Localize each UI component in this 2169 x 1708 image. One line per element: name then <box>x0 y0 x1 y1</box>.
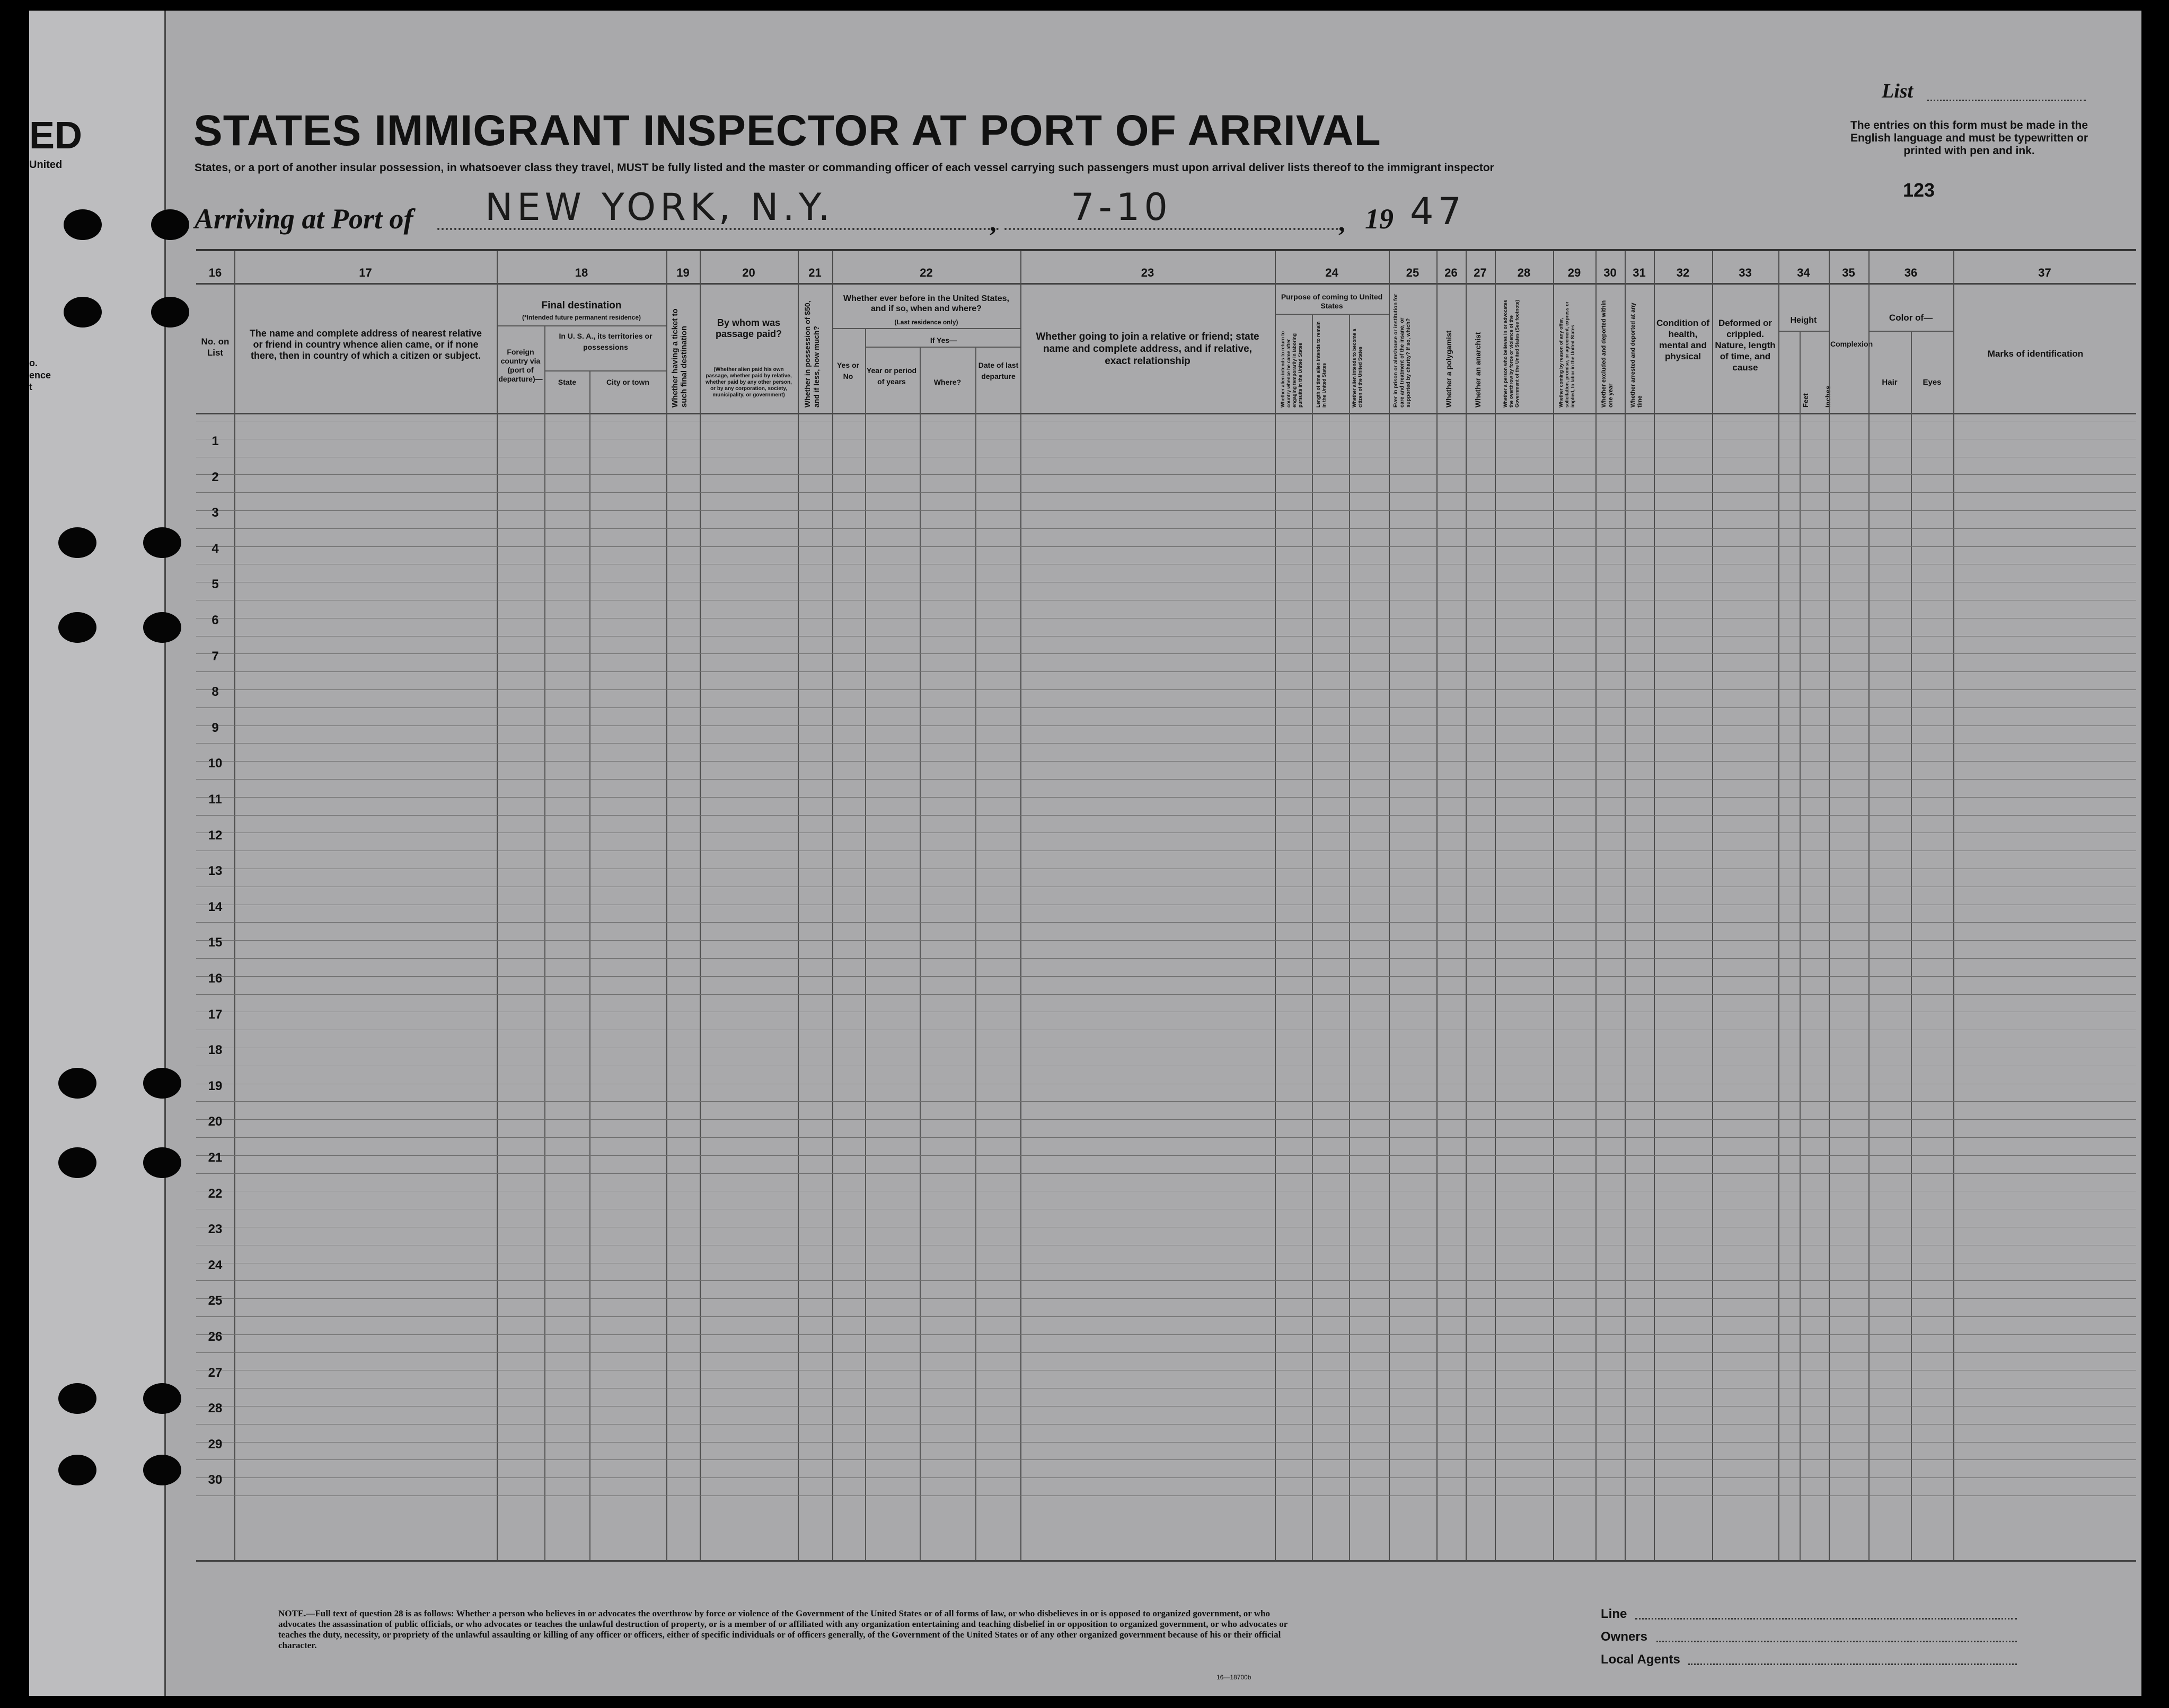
row-rule <box>196 1137 2136 1138</box>
col-rule <box>1829 251 1830 1560</box>
col-rule <box>1778 251 1779 1560</box>
form-subtitle: States, or a port of another insular possession, in whatsoever class they travel, MUST be fully listed and the master or commanding officer of each vessel carrying such passengers must upon arrival deliver lists thereof to the immigrant inspector <box>195 162 1494 174</box>
col-rule <box>1868 251 1870 1560</box>
col-head-state: State <box>558 378 577 386</box>
punch-hole <box>64 297 102 328</box>
punch-hole <box>151 297 189 328</box>
row-rule <box>196 779 2136 780</box>
col-head-no-on-list: No. on List <box>201 337 230 358</box>
row-rule <box>196 528 2136 529</box>
row-rule <box>196 1495 2136 1496</box>
row-rule <box>196 1316 2136 1317</box>
col-num-23: 23 <box>1141 266 1154 279</box>
col-head-years: Year or period of years <box>866 366 917 386</box>
col-head-where: Where? <box>933 378 962 386</box>
row-number: 10 <box>208 756 223 771</box>
row-number: 8 <box>211 685 219 700</box>
column-number-rule <box>196 283 2136 285</box>
col-head-final-destination: Final destination <box>541 300 622 311</box>
row-number: 21 <box>208 1151 223 1165</box>
col-num-17: 17 <box>359 266 372 279</box>
col-num-35: 35 <box>1842 266 1855 279</box>
col-head-prison: Ever in prison or almshouse or institution for care and treatment of the insane, or supported by charity? If so, which? <box>1393 294 1412 408</box>
row-rule <box>196 546 2136 547</box>
punch-hole <box>143 1455 181 1485</box>
row-rule <box>196 689 2136 690</box>
col-num-26: 26 <box>1444 266 1458 279</box>
left-binding-strip <box>29 11 166 1696</box>
row-rule <box>196 1173 2136 1174</box>
col-rule <box>1436 251 1438 1560</box>
col-rule <box>234 251 235 1560</box>
col-num-37: 37 <box>2038 266 2051 279</box>
punch-hole <box>151 209 189 240</box>
row-rule <box>196 671 2136 672</box>
punch-hole <box>143 1383 181 1414</box>
row-rule <box>196 1298 2136 1299</box>
row-number: 9 <box>211 720 219 735</box>
sub-rule <box>1275 314 1389 315</box>
col-num-30: 30 <box>1603 266 1617 279</box>
arriving-label: Arriving at Port of <box>195 203 413 235</box>
manifest-sheet <box>29 11 2141 1696</box>
row-rule <box>196 797 2136 798</box>
row-rule <box>196 958 2136 959</box>
strip-fragment-top: ED <box>29 114 83 157</box>
row-number: 13 <box>208 864 223 879</box>
row-number: 18 <box>208 1043 223 1058</box>
comma: , <box>990 207 997 237</box>
strip-fragment-sub: United <box>29 159 63 171</box>
sub-rule <box>832 328 1020 329</box>
col-head-yes-no: Yes or No <box>836 361 860 380</box>
sub-rule <box>1778 331 1829 332</box>
row-rule <box>196 1352 2136 1353</box>
col-rule <box>1275 251 1276 1560</box>
row-rule <box>196 815 2136 816</box>
punch-hole <box>143 1068 181 1099</box>
col-rule <box>1595 251 1597 1560</box>
col-head-arrested: Whether arrested and deported at any time <box>1630 302 1643 408</box>
row-rule <box>196 492 2136 493</box>
col-num-27: 27 <box>1474 266 1487 279</box>
col-num-34: 34 <box>1797 266 1810 279</box>
list-fill-line <box>1927 100 2086 101</box>
punch-hole <box>64 209 102 240</box>
col-head-in-usa: In U. S. A., its territories or possessions <box>559 332 653 351</box>
row-rule <box>196 653 2136 654</box>
col-head-overthrow: Whether a person who believes in or advocates the overthrow by force or violence of the Government of the United States (See footnote) <box>1503 299 1520 408</box>
col-head-passage-paid: By whom was passage paid? <box>715 317 782 339</box>
row-number: 11 <box>208 792 222 807</box>
local-agents-label: Local Agents <box>1601 1652 1680 1667</box>
col-rule <box>497 251 498 1560</box>
col-head-anarchist: Whether an anarchist <box>1474 332 1482 408</box>
col-head-ticket: Whether having a ticket to such final destination <box>671 308 689 408</box>
col-num-19: 19 <box>676 266 690 279</box>
col-num-21: 21 <box>808 266 822 279</box>
row-number: 5 <box>211 577 219 592</box>
row-rule <box>196 1280 2136 1281</box>
list-label: List <box>1882 80 1914 102</box>
strip-fragment-mid2: ence <box>29 370 51 380</box>
row-number: 28 <box>208 1401 223 1416</box>
row-number: 16 <box>208 971 223 986</box>
row-number: 4 <box>211 541 219 556</box>
col-num-20: 20 <box>742 266 755 279</box>
header-bottom-rule <box>196 413 2136 414</box>
row-number: 7 <box>211 649 219 663</box>
row-number: 29 <box>208 1437 223 1452</box>
row-number: 19 <box>208 1078 223 1093</box>
col-head-color-of: Color of— <box>1889 313 1933 323</box>
col-rule <box>865 328 866 1560</box>
comma: , <box>1338 207 1345 237</box>
row-rule <box>196 707 2136 708</box>
row-rule <box>196 1334 2136 1335</box>
strip-fragment-mid1: o. <box>29 358 38 368</box>
col-num-33: 33 <box>1739 266 1752 279</box>
row-number: 26 <box>208 1330 223 1344</box>
col-head-excluded: Whether excluded and deported within one year <box>1601 300 1614 408</box>
col-rule <box>1553 251 1554 1560</box>
sub-rule <box>544 370 666 371</box>
col-rule <box>1466 251 1467 1560</box>
col-head-join-relative: Whether going to join a relative or friend; state name and complete address, and if relative, exact relationship <box>1036 331 1259 367</box>
row-number: 25 <box>208 1294 223 1308</box>
row-rule <box>196 940 2136 941</box>
col-rule <box>700 251 701 1560</box>
col-num-32: 32 <box>1676 266 1690 279</box>
strip-fragment-mid3: t <box>29 382 32 392</box>
col-rule <box>1020 251 1021 1560</box>
col-head-inches: Inches <box>1824 385 1832 408</box>
col-head-deformed: Deformed or crippled. Nature, length of time, and cause <box>1715 318 1776 373</box>
list-number[interactable]: 123 <box>1903 179 1935 201</box>
row-number: 30 <box>208 1473 223 1488</box>
punch-hole <box>58 1068 96 1099</box>
col-rule <box>798 251 799 1560</box>
line-fill-line[interactable] <box>1635 1618 2017 1619</box>
col-head-city: City or town <box>606 378 649 386</box>
col-rule <box>1654 251 1655 1560</box>
form-number: 16—18700b <box>1216 1674 1251 1681</box>
row-number: 17 <box>208 1007 223 1022</box>
col-num-24: 24 <box>1325 266 1338 279</box>
row-number: 3 <box>211 506 219 520</box>
col-rule <box>1625 251 1626 1560</box>
col-rule <box>1389 251 1390 1560</box>
date-handwritten[interactable]: 7-10 <box>1071 185 1172 229</box>
col-head-marks: Marks of identification <box>1987 349 2084 359</box>
row-rule <box>196 1119 2136 1120</box>
line-label: Line <box>1601 1607 1627 1621</box>
col-head-purpose-a: Whether alien intends to return to country whence he came after engaging temporarily in laboring pursuits in the United States <box>1280 331 1303 408</box>
year-prefix: 19 <box>1365 203 1394 235</box>
row-rule <box>196 976 2136 977</box>
punch-hole <box>143 612 181 643</box>
col-head-if-yes: If Yes— <box>930 336 957 344</box>
col-head-foreign-country: Foreign country via (port of departure)— <box>498 348 543 383</box>
sub-rule <box>865 347 1020 348</box>
row-rule <box>196 743 2136 744</box>
row-number: 6 <box>211 613 219 627</box>
row-rule <box>196 994 2136 995</box>
row-number: 14 <box>208 899 223 914</box>
question-28-footnote: NOTE.—Full text of question 28 is as follows: Whether a person who believes in or advocates the overthrow by force or violence of the Government of the United States or of all forms of law, or who disbelieves in or is opposed to organized government, or who advocates the assassination of public officials, or who advocates or teaches the unlawful destruction of property, or is a member of or affiliated with any organization entertaining and teaching disbelief in or opposition to organized government, or who advocates or teaches the duty, necessity, or propriety of the unlawful assaulting or killing of any officer or officers, either of specific individuals or of officers generally, of the Government of the United States or of any other organized government because of his or their official character. <box>278 1608 1288 1650</box>
col-head-health: Condition of health, mental and physical <box>1656 318 1710 361</box>
port-handwritten[interactable]: NEW YORK, N.Y. <box>485 185 834 229</box>
col-head-before-note: (Last residence only) <box>894 318 958 326</box>
sub-rule <box>497 325 666 326</box>
row-rule <box>196 1101 2136 1102</box>
row-number: 15 <box>208 935 223 950</box>
row-rule <box>196 1459 2136 1460</box>
col-head-hair: Hair <box>1882 378 1898 387</box>
col-head-eyes: Eyes <box>1923 378 1942 387</box>
punch-hole <box>58 1147 96 1178</box>
year-handwritten[interactable]: 47 <box>1410 190 1466 233</box>
col-head-purpose-c: Whether alien intends to become a citizen of the United States <box>1352 329 1363 408</box>
row-number: 27 <box>208 1365 223 1380</box>
punch-hole <box>58 1455 96 1485</box>
col-head-purpose: Purpose of coming to United States <box>1281 293 1383 310</box>
col-head-final-dest-note: (*Intended future permanent residence) <box>522 314 641 321</box>
col-num-16: 16 <box>208 266 222 279</box>
owners-fill-line[interactable] <box>1656 1641 2017 1642</box>
row-rule <box>196 761 2136 762</box>
col-rule <box>1800 331 1801 1560</box>
col-head-date-departure: Date of last departure <box>978 361 1019 380</box>
english-language-note: The entries on this form must be made in the English language and must be typewritten or printed with pen and ink. <box>1850 119 2088 157</box>
col-rule <box>1495 251 1496 1560</box>
col-rule <box>589 370 590 1560</box>
col-num-29: 29 <box>1567 266 1581 279</box>
row-number: 12 <box>208 828 223 843</box>
row-number: 24 <box>208 1258 223 1272</box>
owners-label: Owners <box>1601 1630 1648 1644</box>
row-rule <box>196 510 2136 511</box>
col-head-passage-note: (Whether alien paid his own passage, whether paid by relative, whether paid by any other person, or by any corporation, society, municipality, or government) <box>706 367 792 398</box>
col-num-18: 18 <box>575 266 588 279</box>
col-num-22: 22 <box>920 266 933 279</box>
row-rule <box>196 922 2136 923</box>
form-title: STATES IMMIGRANT INSPECTOR AT PORT OF ARRIVAL <box>193 107 1381 155</box>
col-rule <box>1911 331 1912 1560</box>
col-head-complexion: Complexion <box>1830 340 1873 348</box>
col-head-nearest-relative: The name and complete address of nearest relative or friend in country whence alien came, or if none there, then in country of which a citizen or subject. <box>249 328 482 361</box>
manifest-table <box>196 249 2136 1562</box>
col-rule <box>1953 251 1954 1560</box>
col-rule <box>1312 314 1313 1560</box>
col-rule <box>666 251 667 1560</box>
punch-hole <box>143 527 181 558</box>
row-number: 20 <box>208 1114 223 1129</box>
row-number: 23 <box>208 1222 223 1237</box>
punch-hole <box>143 1147 181 1178</box>
agents-fill-line[interactable] <box>1688 1663 2017 1665</box>
col-rule <box>1349 314 1350 1560</box>
punch-hole <box>58 1383 96 1414</box>
col-head-height: Height <box>1790 316 1817 325</box>
col-rule <box>832 251 833 1560</box>
col-num-25: 25 <box>1406 266 1419 279</box>
col-head-feet: Feet <box>1802 393 1810 408</box>
row-number: 22 <box>208 1186 223 1201</box>
col-head-purpose-b: Length of time alien intends to remain in the United States <box>1316 321 1327 408</box>
row-rule <box>196 1477 2136 1478</box>
col-head-labor-offer: Whether coming by reason of any offer, solicitation, promise, or agreement, express or implied, to labor in the United States <box>1558 301 1575 408</box>
punch-hole <box>58 527 96 558</box>
col-head-money: Whether in possession of $50, and if less, how much? <box>803 300 821 408</box>
row-rule <box>196 474 2136 475</box>
row-rule <box>196 725 2136 726</box>
row-number: 1 <box>211 434 219 448</box>
col-rule <box>1712 251 1713 1560</box>
col-num-36: 36 <box>1904 266 1918 279</box>
col-num-31: 31 <box>1633 266 1646 279</box>
col-head-before-in-us: Whether ever before in the United States, and if so, when and where? <box>843 294 1009 313</box>
col-head-polygamist: Whether a polygamist <box>1444 330 1453 408</box>
row-number: 2 <box>211 470 219 484</box>
row-rule <box>196 1155 2136 1156</box>
punch-hole <box>58 612 96 643</box>
col-num-28: 28 <box>1517 266 1531 279</box>
